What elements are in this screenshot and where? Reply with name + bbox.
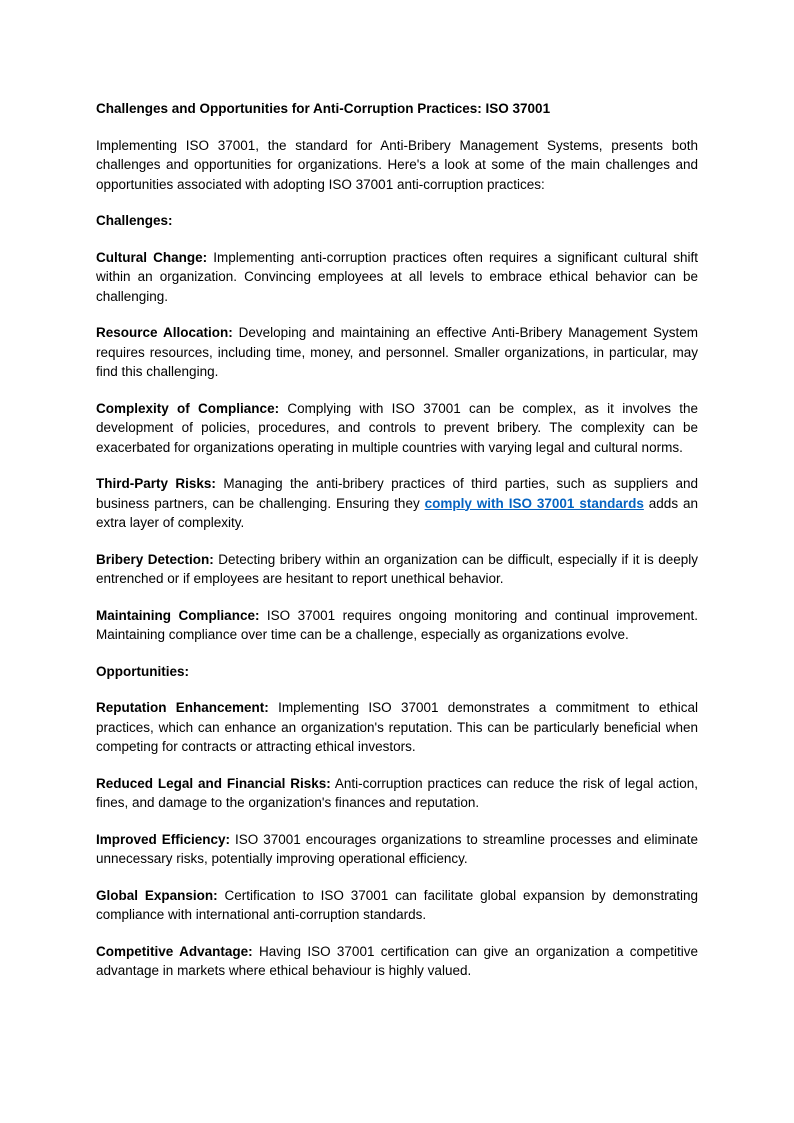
- paragraph-lead: Reputation Enhancement:: [96, 700, 269, 715]
- paragraph-competitive-advantage: [96, 942, 698, 981]
- intro-paragraph: Implementing ISO 37001, the standard for Anti-Bribery Management Systems, presents both challenges and opportunities for organizations. Here's a look at some of the main challenges and opportunities associated with adopting ISO 37001 anti-corruption practices:: [96, 137, 698, 192]
- paragraph-bribery-detection: [96, 550, 698, 589]
- paragraph-reduced-legal-financial-risks: [96, 774, 698, 813]
- paragraph-text: ISO 37001 requires ongoing monitoring and continual improvement. Maintaining compliance over time can be a challenge, especially as organizations evolve.: [96, 607, 698, 642]
- paragraph-lead: Third-Party Risks:: [96, 476, 216, 491]
- paragraph-text: Implementing ISO 37001 demonstrates a commitment to ethical practices, which can enhance an organization's reputation. This can be particularly beneficial when competing for contracts or attracting ethical investors.: [96, 700, 698, 754]
- paragraph-lead: Bribery Detection:: [96, 551, 214, 567]
- paragraph-text: Anti-corruption practices can reduce the risk of legal action, fines, and damage to the organization's finances and reputation.: [96, 775, 699, 810]
- paragraph-lead: Complexity of Compliance:: [96, 400, 280, 416]
- paragraph-text: ISO 37001 encourages organizations to streamline processes and eliminate unnecessary risks, potentially improving operational efficiency.: [96, 831, 698, 866]
- paragraph-text: adds an extra layer of complexity.: [96, 495, 699, 530]
- paragraph-text: Managing the anti-bribery practices of third parties, such as suppliers and business partners, can be challenging. Ensuring they: [96, 476, 699, 511]
- paragraph-text: Developing and maintaining an effective Anti-Bribery Management System requires resources, including time, money, and personnel. Smaller organizations, in particular, may find this challenging.: [96, 325, 698, 379]
- paragraph-text: Implementing anti-corruption practices often requires a significant cultural shift within an organization. Convincing employees at all levels to embrace ethical behavior can be challenging.: [96, 249, 698, 304]
- paragraph-text: Detecting bribery within an organization can be difficult, especially if it is deeply entrenched or if employees are hesitant to report unethical behavior.: [96, 551, 698, 586]
- opportunities-heading: Opportunities:: [96, 663, 189, 679]
- paragraph-reputation-enhancement: [96, 698, 698, 757]
- paragraph-lead: Improved Efficiency:: [96, 831, 231, 847]
- paragraph-lead: Global Expansion:: [96, 887, 218, 903]
- paragraph-lead: Cultural Change:: [96, 249, 208, 265]
- paragraph-complexity-of-compliance: [96, 399, 698, 458]
- paragraph-third-party-risks: [96, 474, 698, 533]
- paragraph-maintaining-compliance: [96, 606, 698, 645]
- paragraph-resource-allocation: [96, 323, 698, 382]
- paragraph-lead: Resource Allocation:: [96, 325, 233, 340]
- paragraph-text: Complying with ISO 37001 can be complex, as it involves the development of policies, procedures, and controls to prevent bribery. The complexity can be exacerbated for organizations operating in multiple countries with varying legal and cultural norms.: [96, 400, 699, 455]
- comply-iso-37001-standards-link[interactable]: comply with ISO 37001 standards: [424, 495, 644, 511]
- paragraph-global-expansion: [96, 886, 698, 925]
- paragraph-lead: Competitive Advantage:: [96, 943, 253, 959]
- paragraph-lead: Reduced Legal and Financial Risks:: [96, 775, 331, 791]
- paragraph-lead: Maintaining Compliance:: [96, 607, 260, 623]
- challenges-heading: Challenges:: [96, 213, 173, 228]
- document-title: Challenges and Opportunities for Anti-Corruption Practices: ISO 37001: [96, 101, 551, 116]
- paragraph-cultural-change: [96, 248, 698, 307]
- paragraph-text: Having ISO 37001 certification can give an organization a competitive advantage in markets where ethical behaviour is highly valued.: [96, 943, 698, 978]
- paragraph-improved-efficiency: [96, 830, 698, 869]
- paragraph-text: Certification to ISO 37001 can facilitate global expansion by demonstrating compliance with international anti-corruption standards.: [96, 887, 699, 922]
